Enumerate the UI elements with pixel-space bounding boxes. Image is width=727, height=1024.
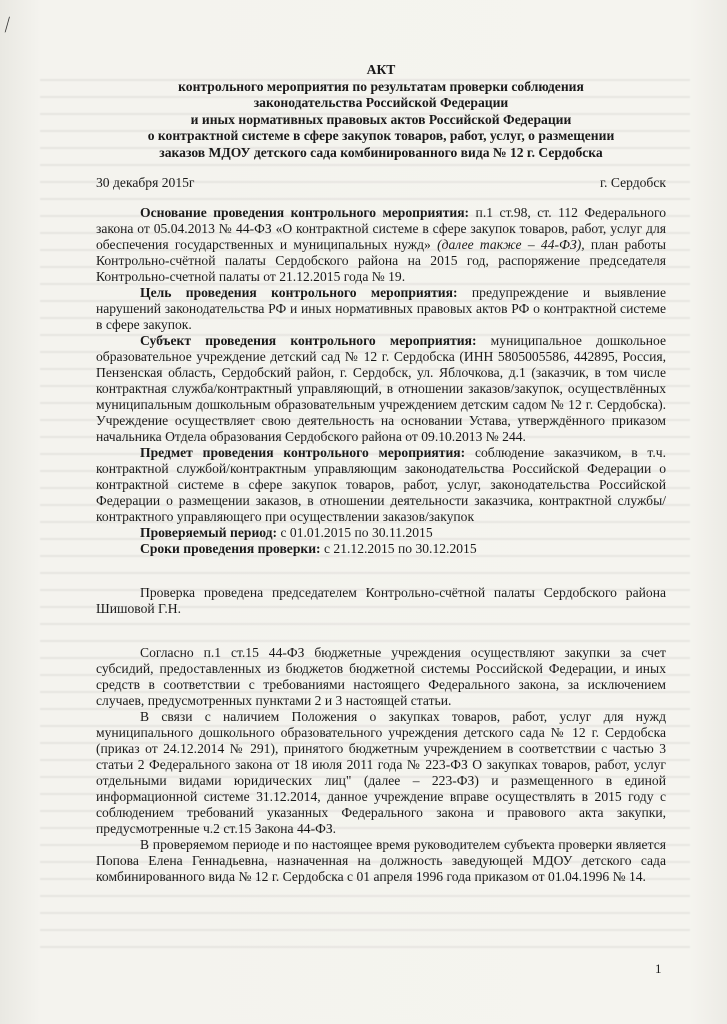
period-label: Проверяемый период: — [140, 525, 278, 540]
basis-text-2: план работы Контрольно-счётной палаты Сердобского района на 2015 год, распоряжение председателя Контрольно-счетной палаты от 21.12.2015 года № 19. — [96, 237, 666, 284]
document-body — [96, 62, 666, 885]
paragraph-3: В проверяемом периоде и по настоящее время руководителем субъекта проверки является Попова Елена Геннадьевна, назначенная на должность заведующей МДОУ детского сада комбинированного вида № 12 г. Сердобска с 01 апреля 1996 года приказом от 01.04.1996 № 14. — [96, 837, 666, 884]
terms-label: Сроки проведения проверки: — [140, 541, 321, 556]
goal-text: предупреждение и выявление нарушений законодательства РФ и иных нормативных правовых актов РФ о контрактной системе в сфере закупок. — [96, 285, 666, 332]
basis-italic: (далее также – 44-ФЗ), — [437, 237, 585, 252]
title-line-5: о контрактной системе в сфере закупок товаров, работ, услуг, о размещении — [147, 128, 615, 143]
goal-paragraph — [96, 285, 666, 333]
period-text: с 01.01.2015 по 30.11.2015 — [277, 525, 433, 540]
page-number: 1 — [655, 961, 662, 976]
object-text: соблюдение заказчиком, в т.ч. контрактной службой/контрактным управляющим законодательства Российской Федерации о контрактной системе в сфере закупок товаров, работ, услуг, законодательства Российской Федерации о размещении заказов, в отношении деятельности заказчика, контрактной службы/контрактного управляющего при осуществлении заказов/закупок — [96, 445, 666, 524]
paragraph-2: В связи с наличием Положения о закупках товаров, работ, услуг для нужд муниципального дошкольного образовательного учреждения детского сада № 12 г. Сердобска (приказ от 24.12.2014 № 291), принятого бюджетным учреждением в соответствии с частью 3 статьи 2 Федерального закона от 18 июля 2011 года № 223-ФЗ О закупках товаров, работ, услуг отдельными видами юридических лиц" (далее – 223-ФЗ) и размещенного в единой информационной системе 31.12.2014, данное учреждение вправе осуществлять в 2015 году с соблюдением требований указанных Федерального закона и правового акта закупки, предусмотренные ч.2 ст.15 Закона 44-ФЗ. — [96, 709, 666, 836]
document-date: 30 декабря 2015г — [96, 175, 195, 190]
subject-paragraph — [96, 333, 666, 445]
paragraph-1: Согласно п.1 ст.15 44-ФЗ бюджетные учреждения осуществляют закупки за счет субсидий, предоставленных из бюджетов бюджетной системы Российской Федерации, и иных средств в соответствии с требованиями настоящего Федерального закона, за исключением случаев, предусмотренных пунктами 2 и 3 настоящей статьи. — [96, 645, 666, 708]
object-paragraph — [96, 445, 666, 525]
terms-paragraph — [96, 541, 666, 557]
basis-paragraph — [96, 205, 666, 285]
date-line — [96, 175, 666, 191]
title-line-6: заказов МДОУ детского сада комбинированного вида № 12 г. Сердобска — [159, 144, 603, 160]
inspector-paragraph: Проверка проведена председателем Контрольно-счётной палаты Сердобского района Шишовой Г.Н. — [96, 585, 666, 616]
object-label: Предмет проведения контрольного мероприятия: — [140, 445, 466, 460]
document-title — [96, 62, 666, 161]
subject-text: муниципальное дошкольное образовательное учреждение детский сад № 12 г. Сердобска (ИНН 5805005586, 442895, Россия, Пензенская область, Сердобский район, г. Сердобск, ул. Яблочкова, д.1 (заказчик, в том числе контрактная служба/контрактный управляющий, в отношении заказов/закупок, осуществлённых муниципальным дошкольным образовательным учреждением детским садом № 12 г. Сердобска). Учреждение осуществляет свою деятельность на основании Устава, утверждённого приказом начальника Отдела образования Сердобского района от 09.10.2013 № 244. — [96, 333, 666, 444]
goal-label: Цель проведения контрольного мероприятия: — [140, 285, 458, 300]
title-line-4: и иных нормативных правовых актов Российской Федерации — [190, 111, 572, 127]
corner-pen-mark: ⁄ — [2, 14, 13, 36]
title-line-1: АКТ — [366, 62, 396, 77]
title-line-3: законодательства Российской Федерации — [253, 95, 509, 110]
basis-label: Основание проведения контрольного мероприятия: — [140, 205, 470, 220]
document-city: г. Сердобск — [600, 175, 666, 190]
period-paragraph — [96, 525, 666, 541]
subject-label: Субъект проведения контрольного мероприятия: — [140, 333, 477, 348]
title-line-2: контрольного мероприятия по результатам проверки соблюдения — [178, 78, 584, 94]
terms-text: с 21.12.2015 по 30.12.2015 — [320, 541, 477, 556]
basis-text-1: п.1 ст.98, ст. 112 Федерального закона от 05.04.2013 № 44-ФЗ «О контрактной системе в сфере закупок товаров, работ, услуг для обеспечения государственных и муниципальных нужд» — [96, 205, 667, 252]
